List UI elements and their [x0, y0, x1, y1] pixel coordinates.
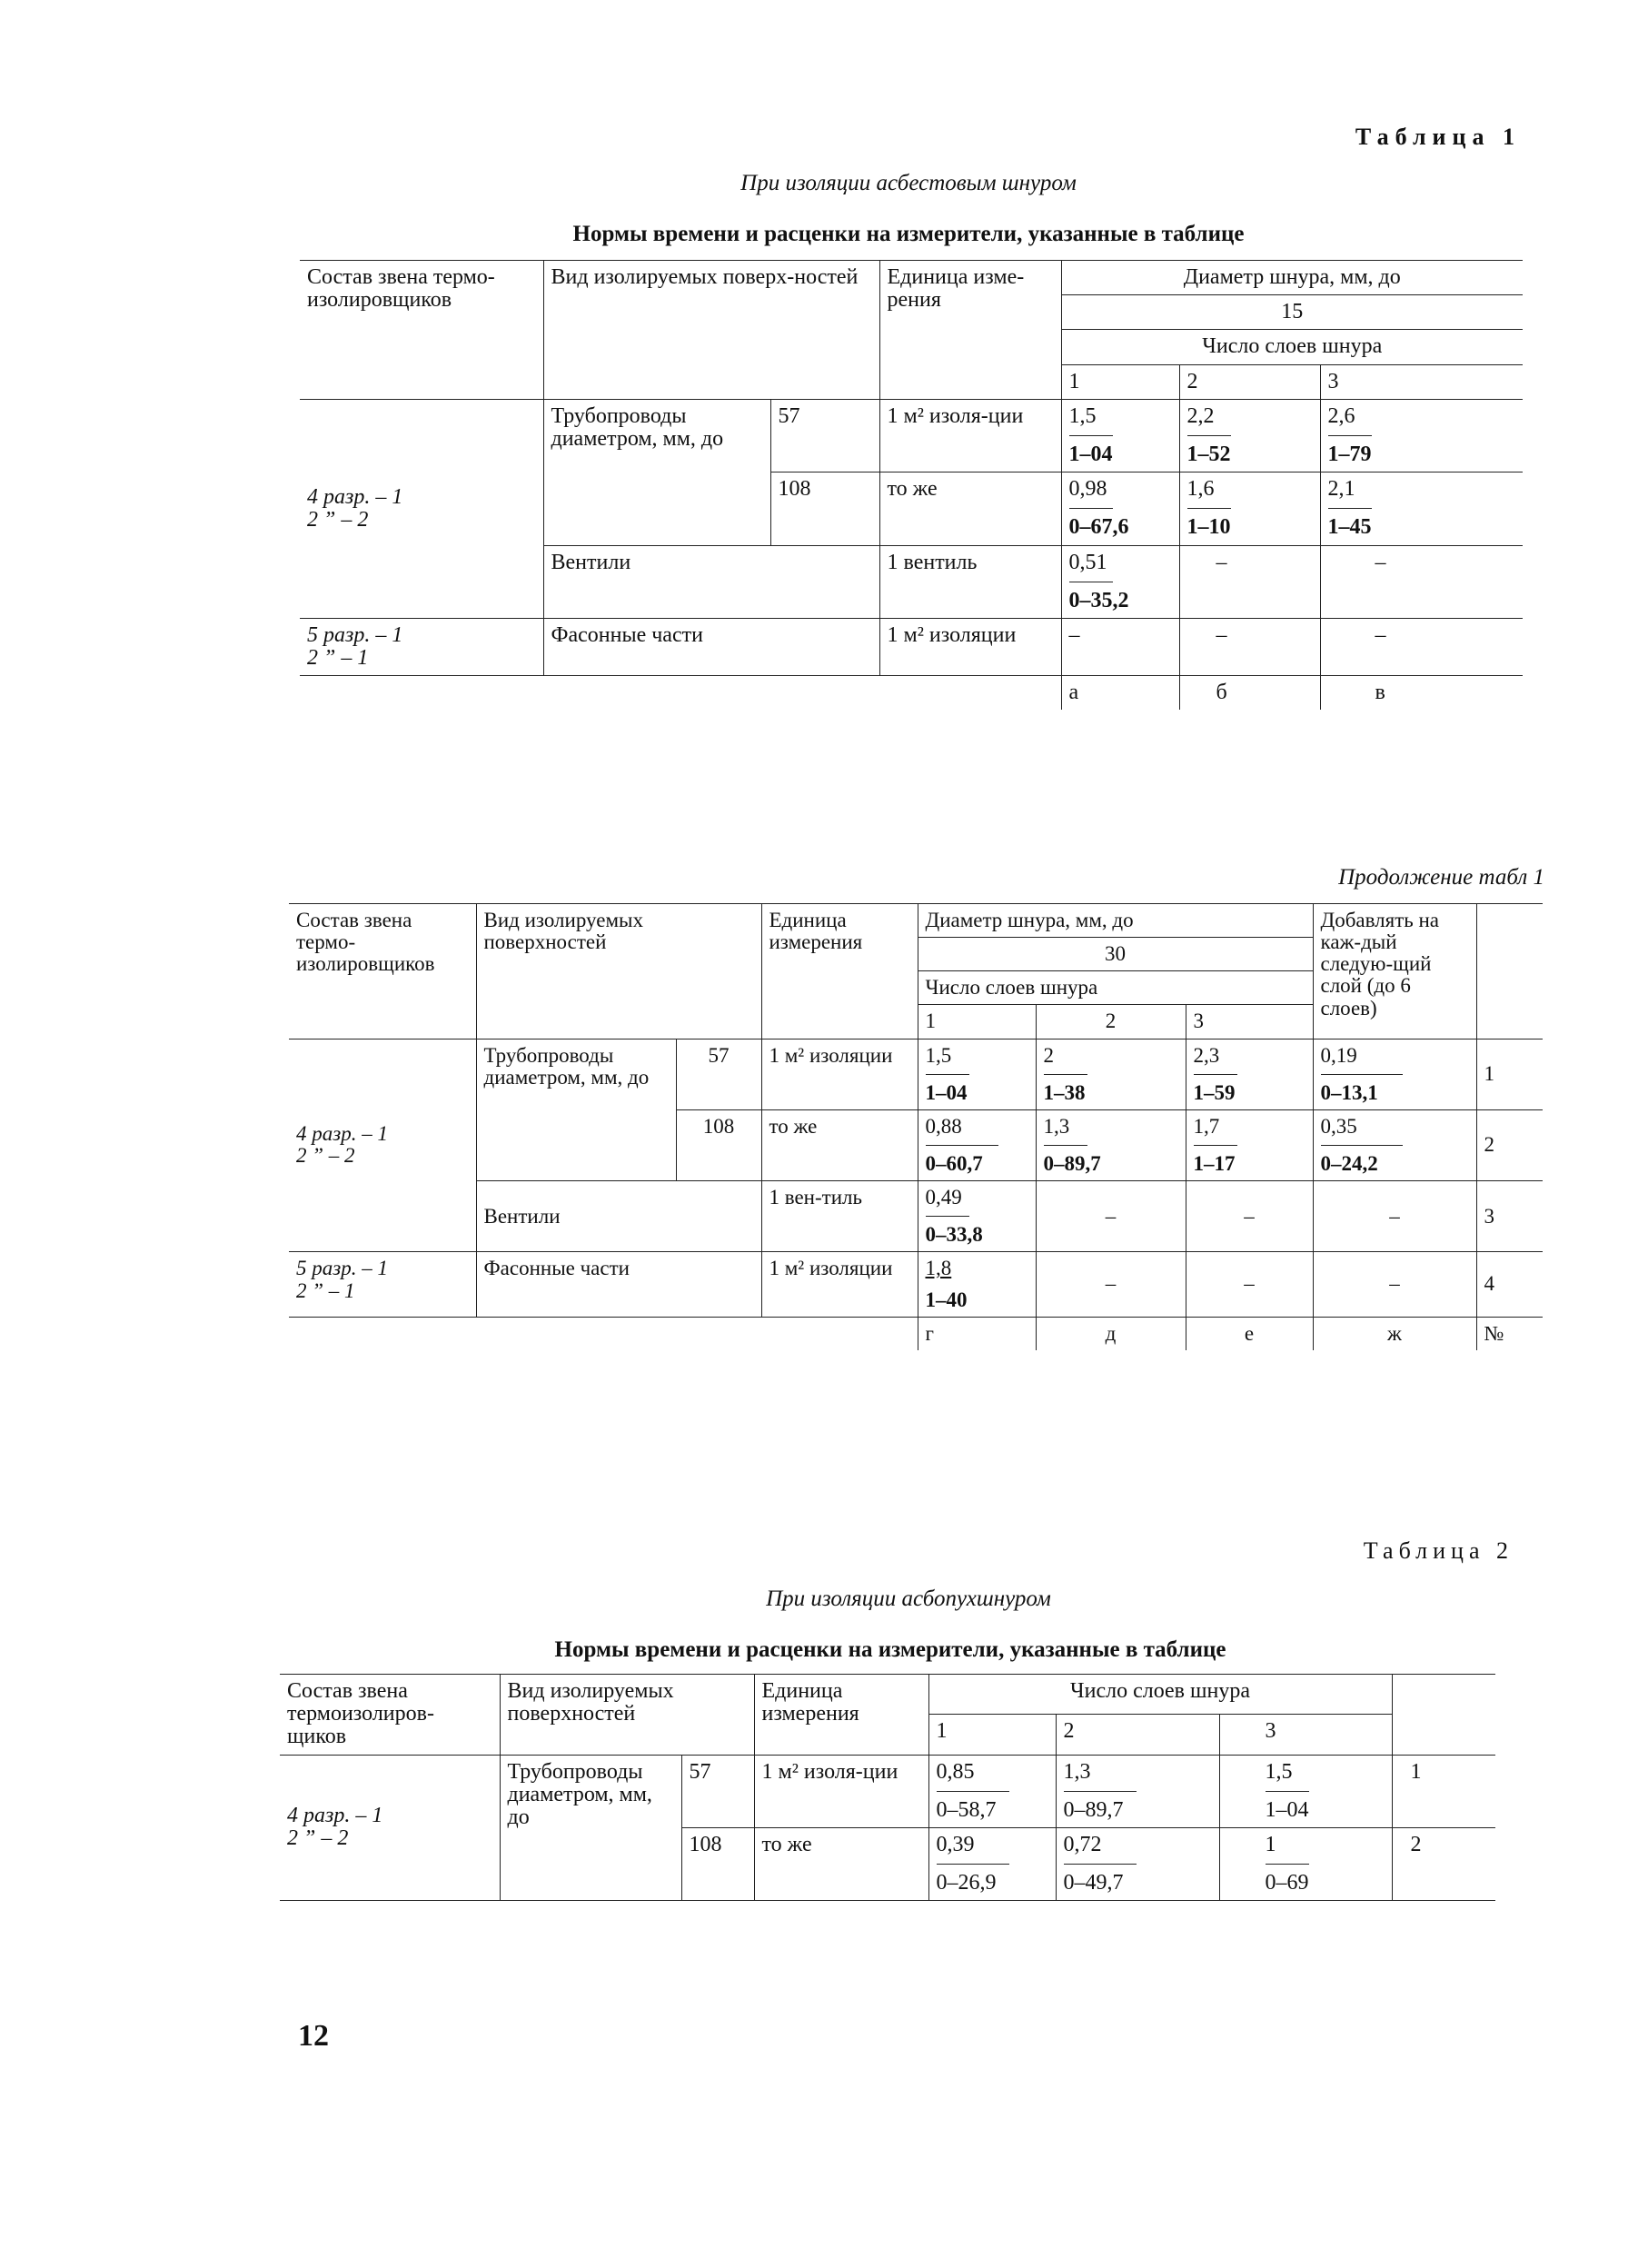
t1-crew-2: 5 разр. – 1 2 ” – 1	[300, 618, 543, 675]
t1c-r4-c: –	[1186, 1252, 1313, 1317]
table2-subtitle: При изоляции асбопухшнуром	[766, 1587, 1051, 1611]
t1c-crew-1: 4 разр. – 1 2 ” – 2	[289, 1039, 476, 1252]
t2-head-layer-1: 1	[928, 1715, 1056, 1755]
t1c-head-diameter: Диаметр шнура, мм, до	[918, 904, 1313, 938]
t1c-letter-no: №	[1476, 1317, 1543, 1350]
t2-r2-num: 2	[1392, 1827, 1495, 1900]
t1c-r2-b: $\frac{1,3}{0-89,7}$	[1036, 1109, 1186, 1180]
t1c-r2-diam: 108	[676, 1109, 761, 1180]
t1-pipes: Трубопроводы диаметром, мм, до	[543, 399, 770, 545]
t2-r2-a: $\frac{0,39}{0-26,9}$	[928, 1827, 1056, 1900]
t2-r1-a: $\frac{0,85}{0-58,7}$	[928, 1755, 1056, 1827]
t1c-r4-name: Фасонные части	[476, 1252, 761, 1317]
t1c-r2-unit: то же	[761, 1109, 918, 1180]
t1c-r1-c: $\frac{2,3}{1-59}$	[1186, 1039, 1313, 1109]
t1-head-layer-3: 3	[1320, 364, 1523, 399]
t1c-letter-d: д	[1036, 1317, 1186, 1350]
t1c-r4-num: 4	[1476, 1252, 1543, 1317]
t1-r2-diam: 108	[770, 472, 879, 545]
t1c-r2-num: 2	[1476, 1109, 1543, 1180]
table1-title: Нормы времени и расценки на измерители, указанные в таблице	[572, 222, 1245, 246]
t1c-letter-zh: ж	[1313, 1317, 1476, 1350]
t1c-r4-add: –	[1313, 1252, 1476, 1317]
t1-r3-b: –	[1179, 545, 1320, 618]
t1-r2-c: $\frac{2,1}{1-45}$	[1320, 472, 1523, 545]
t1-r4-c: –	[1320, 618, 1523, 675]
t2-pipes: Трубопроводы диаметром, мм, до	[500, 1755, 681, 1901]
t2-r2-diam: 108	[681, 1827, 754, 1900]
t2-r1-c: $\frac{1,5}{1-04}$	[1219, 1755, 1392, 1827]
t1c-head-surface: Вид изолируемых поверхностей	[476, 904, 761, 1040]
t1-head-diameter-value: 15	[1061, 295, 1523, 330]
t1c-r4-b: –	[1036, 1252, 1186, 1317]
t1-r2-unit: то же	[879, 472, 1061, 545]
t1c-r4-unit: 1 м² изоляции	[761, 1252, 918, 1317]
t1-head-unit: Единица изме-рения	[879, 261, 1061, 400]
t1-r3-name: Вентили	[543, 545, 879, 618]
t2-r1-unit: 1 м² изоля-ции	[754, 1755, 928, 1827]
table2-title: Нормы времени и расценки на измерители, указанные в таблице	[554, 1637, 1226, 1662]
t1c-head-layer-3: 3	[1186, 1005, 1313, 1039]
t2-head-crew: Состав звена термоизолиров-щиков	[280, 1675, 500, 1756]
t1c-letter-g: г	[918, 1317, 1036, 1350]
t1c-pipes: Трубопроводы диаметром, мм, до	[476, 1039, 676, 1181]
table1-continued	[289, 903, 1543, 1350]
t1c-r2-add: $\frac{0,35}{0-24,2}$	[1313, 1109, 1476, 1180]
table1-cont-label: Продолжение табл 1	[1338, 865, 1544, 890]
t1-r3-a: $\frac{0,51}{0-35,2}$	[1061, 545, 1179, 618]
t1c-r3-b: –	[1036, 1181, 1186, 1252]
t1c-r1-a: $\frac{1,5}{1-04}$	[918, 1039, 1036, 1109]
t2-head-unit: Единица измерения	[754, 1675, 928, 1756]
t1-head-surface: Вид изолируемых поверх-ностей	[543, 261, 879, 400]
t1c-letter-e: е	[1186, 1317, 1313, 1350]
t1-r3-c: –	[1320, 545, 1523, 618]
table1-subtitle: При изоляции асбестовым шнуром	[740, 171, 1077, 195]
t2-r1-b: $\frac{1,3}{0-89,7}$	[1056, 1755, 1219, 1827]
t1-r1-c: $\frac{2,6}{1-79}$	[1320, 399, 1523, 472]
table1-label: Таблица 1	[1355, 124, 1521, 150]
t1-head-diameter: Диаметр шнура, мм, до	[1061, 261, 1523, 295]
t2-r2-c: $\frac{1}{0-69}$	[1219, 1827, 1392, 1900]
table1	[300, 260, 1523, 710]
t1-r4-unit: 1 м² изоляции	[879, 618, 1061, 675]
t2-r2-unit: то же	[754, 1827, 928, 1900]
t2-r1-diam: 57	[681, 1755, 754, 1827]
t1-crew-1: 4 разр. – 1 2 ” – 2	[300, 399, 543, 618]
t1-head-layers: Число слоев шнура	[1061, 330, 1523, 364]
t2-head-layers: Число слоев шнура	[928, 1675, 1392, 1715]
t1-r2-b: $\frac{1,6}{1-10}$	[1179, 472, 1320, 545]
t1c-head-layer-1: 1	[918, 1005, 1036, 1039]
t2-r2-b: $\frac{0,72}{0-49,7}$	[1056, 1827, 1219, 1900]
t1c-r4-a: $\frac{1,8}{1-40}$	[918, 1252, 1036, 1317]
t1c-head-layers: Число слоев шнура	[918, 971, 1313, 1005]
table2-label: Таблица 2	[1363, 1537, 1514, 1564]
t1-letter-c: в	[1320, 676, 1523, 711]
t1c-r1-num: 1	[1476, 1039, 1543, 1109]
t1-r4-b: –	[1179, 618, 1320, 675]
t1-head-layer-2: 2	[1179, 364, 1320, 399]
t1c-r1-b: $\frac{2}{1-38}$	[1036, 1039, 1186, 1109]
t1-r4-name: Фасонные части	[543, 618, 879, 675]
t1-head-layer-1: 1	[1061, 364, 1179, 399]
t1c-head-unit: Единица измерения	[761, 904, 918, 1040]
t1-letter-a: а	[1061, 676, 1179, 711]
t1c-r1-diam: 57	[676, 1039, 761, 1109]
t2-head-surface: Вид изолируемых поверхностей	[500, 1675, 754, 1756]
t1c-r3-a: $\frac{0,49}{0-33,8}$	[918, 1181, 1036, 1252]
t1c-r1-add: $\frac{0,19}{0-13,1}$	[1313, 1039, 1476, 1109]
t2-head-layer-2: 2	[1056, 1715, 1219, 1755]
t1c-head-diameter-value: 30	[918, 938, 1313, 971]
t1-r4-a: –	[1061, 618, 1179, 675]
t1-r1-a: $\frac{1,5}{1-04}$	[1061, 399, 1179, 472]
t1c-r3-add: –	[1313, 1181, 1476, 1252]
t1c-head-layer-2: 2	[1036, 1005, 1186, 1039]
t1c-head-crew: Состав звена термо-изолировщиков	[289, 904, 476, 1040]
t1c-r2-c: $\frac{1,7}{1-17}$	[1186, 1109, 1313, 1180]
t1-r1-b: $\frac{2,2}{1-52}$	[1179, 399, 1320, 472]
page-number: 12	[298, 2019, 329, 2053]
t1c-r2-a: $\frac{0,88}{0-60,7}$	[918, 1109, 1036, 1180]
t1-letter-b: б	[1179, 676, 1320, 711]
t2-crew: 4 разр. – 1 2 ” – 2	[280, 1755, 500, 1901]
t1c-r3-c: –	[1186, 1181, 1313, 1252]
t1-r2-a: $\frac{0,98}{0-67,6}$	[1061, 472, 1179, 545]
t1c-r3-name: Вентили	[476, 1181, 761, 1252]
t1-head-crew: Состав звена термо-изолировщиков	[300, 261, 543, 400]
t1c-r3-unit: 1 вен-тиль	[761, 1181, 918, 1252]
t1c-r1-unit: 1 м² изоляции	[761, 1039, 918, 1109]
table2	[280, 1674, 1495, 1901]
t1c-head-add: Добавлять на каж-дый следую-щий слой (до 6 слоев)	[1313, 904, 1476, 1040]
t1-r1-diam: 57	[770, 399, 879, 472]
t2-r1-num: 1	[1392, 1755, 1495, 1827]
t1-r3-unit: 1 вентиль	[879, 545, 1061, 618]
t1-r1-unit: 1 м² изоля-ции	[879, 399, 1061, 472]
t1c-r3-num: 3	[1476, 1181, 1543, 1252]
t1c-crew-2: 5 разр. – 1 2 ” – 1	[289, 1252, 476, 1317]
t2-head-layer-3: 3	[1219, 1715, 1392, 1755]
